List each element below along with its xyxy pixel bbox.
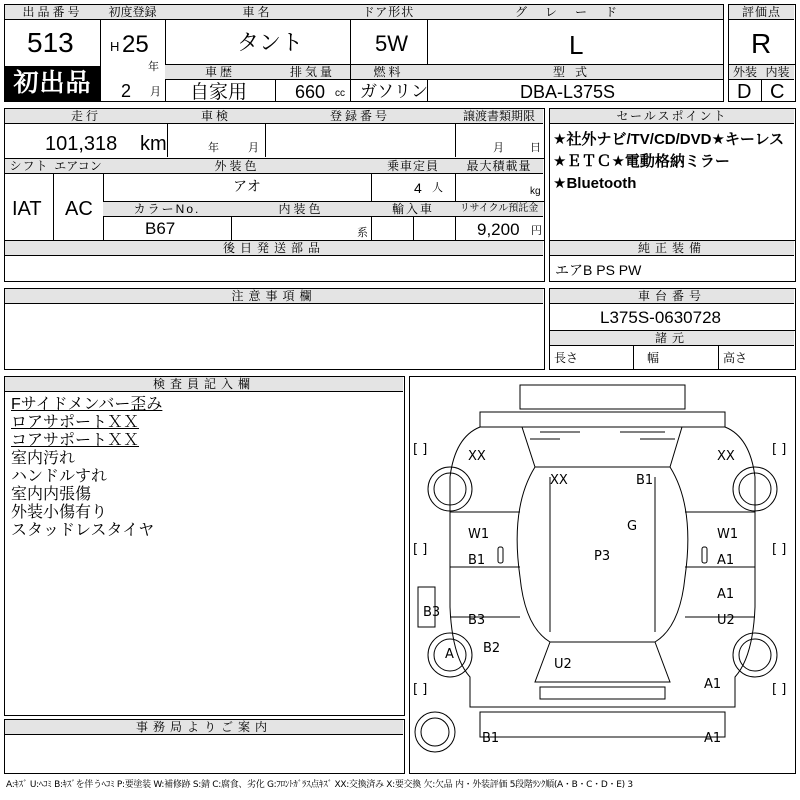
inspect-year-unit: 年	[208, 142, 219, 154]
reg-year: 25	[122, 31, 149, 58]
bracket-5: [ ]	[413, 682, 428, 697]
transfer-month-unit: 月	[493, 142, 504, 154]
bracket-6: [ ]	[772, 682, 787, 697]
load-label: 最大積載量	[455, 159, 543, 174]
shift: IAT	[12, 198, 42, 220]
shift-label: シフト	[5, 159, 53, 174]
grade: L	[569, 30, 584, 60]
seats: 4	[414, 180, 422, 196]
lot-label: 出品番号	[5, 5, 100, 20]
seats-unit: 人	[432, 182, 443, 194]
model-label: 型式	[427, 65, 723, 80]
notes-block	[4, 288, 545, 370]
width-label: 幅	[647, 351, 660, 365]
score: R	[751, 28, 772, 59]
inspect-month-unit: 月	[248, 142, 259, 154]
chassis-label: 車台番号	[550, 289, 794, 304]
header-block	[4, 4, 724, 102]
sales-label: セールスポイント	[550, 109, 794, 124]
legend: A:ｷｽﾞ U:ﾍｺﾐ B:ｷｽﾞを伴うﾍｺﾐ P:要塗装 W:補修跡 S:錆 C:腐食、劣化 G:ﾌﾛﾝﾄｶﾞﾗｽ点ｷｽﾞ XX:交換済み X:要交換 欠:欠品 内・外装評価 5段階ﾗﾝｸ順(A・B・C・D・E) 3	[6, 780, 633, 790]
equipment: エアB PS PW	[555, 262, 642, 278]
exterior-color: アオ	[233, 178, 261, 194]
inspector-line-4: 室内汚れ	[11, 450, 76, 467]
sales-points-block	[549, 108, 796, 242]
mark-door-rl: B3	[468, 613, 486, 628]
intcolor-label: 内装色	[231, 202, 371, 217]
mark-door-rr-2: U2	[717, 613, 735, 628]
inspector-label: 検査員記入欄	[5, 377, 403, 392]
name-label: 車名	[165, 5, 350, 20]
mark-bumper-rr: A1	[704, 731, 722, 746]
inspector-line-6: 室内内張傷	[11, 486, 92, 503]
inspector-block	[4, 376, 405, 716]
history: 自家用	[190, 82, 248, 103]
fuel-label: 燃料	[350, 65, 427, 80]
lot-number: 513	[27, 27, 74, 58]
sales-line-2: ★ＥＴＣ★電動格納ミラー	[553, 153, 730, 170]
mark-hood-right: B1	[636, 473, 654, 488]
mark-door-fl-2: B1	[468, 553, 486, 568]
reg-label: 初度登録	[100, 5, 165, 20]
bracket-1: [ ]	[413, 442, 428, 457]
plate-label: 登録番号	[265, 109, 455, 124]
ext-grade: D	[737, 81, 752, 103]
office-label: 事務局よりご案内	[5, 720, 403, 735]
color-number: B67	[145, 219, 176, 238]
inspector-line-7: 外装小傷有り	[11, 504, 108, 521]
height-label: 高さ	[723, 351, 748, 365]
transfer-day-unit: 日	[530, 142, 541, 154]
era: H	[110, 39, 120, 54]
recycle-label: リサイクル預託金	[455, 202, 543, 217]
reg-month: 2	[121, 81, 132, 101]
detail-block	[4, 108, 545, 242]
ac: AC	[65, 198, 93, 220]
mark-hood-left: XX	[550, 473, 568, 488]
disp-label: 排気量	[275, 65, 350, 80]
door-type: 5W	[375, 31, 408, 56]
inspector-line-1: Fサイドメンバー歪み	[11, 396, 163, 413]
mark-front-left: XX	[468, 449, 486, 464]
int-label: 内装	[761, 65, 794, 80]
inspector-line-8: スタッドレスタイヤ	[11, 522, 155, 539]
first-listing-badge: 初出品	[5, 66, 100, 101]
transfer-label: 譲渡書類期限	[455, 109, 543, 124]
mark-quarter-l: B2	[483, 641, 501, 656]
history-label: 車歴	[165, 65, 275, 80]
bracket-4: [ ]	[772, 542, 787, 557]
ac-label: エアコン	[54, 159, 102, 173]
intcolor-unit: 系	[357, 227, 368, 239]
car-outline	[410, 377, 794, 772]
bracket-3: [ ]	[413, 542, 428, 557]
sales-line-1: ★社外ナビ/TV/CD/DVD★キーレス	[553, 131, 785, 148]
seats-label: 乗車定員	[371, 159, 455, 174]
mark-glass: G	[627, 519, 638, 534]
mileage-unit: km	[140, 133, 167, 155]
door-label: ドア形状	[350, 5, 427, 20]
mileage: 101,318	[45, 133, 118, 155]
mark-door-fr: W1	[717, 527, 739, 542]
chassis-number: L375S-0630728	[600, 308, 722, 327]
mileage-label: 走行	[5, 109, 167, 124]
mark-bumper-rl: B1	[482, 731, 500, 746]
later-parts-label: 後日発送部品	[5, 241, 543, 256]
month-unit: 月	[150, 86, 161, 98]
recycle-unit: 円	[531, 225, 542, 237]
inspector-line-3: コアサポートＸＸ	[11, 432, 140, 449]
mark-door-fl: W1	[468, 527, 490, 542]
inspector-line-2: ロアサポートＸＸ	[11, 414, 140, 431]
inspect-label: 車検	[167, 109, 265, 124]
ext-label: 外装	[729, 65, 761, 80]
mark-rear: U2	[554, 657, 572, 672]
mark-wheel-rl: A	[445, 647, 454, 662]
load-unit: kg	[530, 186, 541, 197]
office-block	[4, 719, 405, 774]
equipment-block	[549, 240, 796, 282]
later-parts-block	[4, 240, 545, 282]
car-diagram	[409, 376, 796, 774]
mark-quarter-r: A1	[704, 677, 722, 692]
mark-door-rr: A1	[717, 587, 735, 602]
disp-unit: cc	[335, 88, 345, 99]
notes-label: 注意事項欄	[5, 289, 543, 304]
score-block	[728, 4, 796, 102]
chassis-block	[549, 288, 796, 370]
model-code: DBA-L375S	[520, 82, 616, 102]
mark-mirror: B3	[423, 605, 441, 620]
bracket-2: [ ]	[772, 442, 787, 457]
recycle-fee: 9,200	[477, 220, 520, 239]
mark-roof: P3	[594, 549, 611, 564]
score-label: 評価点	[729, 5, 794, 20]
inspector-line-5: ハンドルすれ	[11, 468, 108, 485]
mark-front-right: XX	[717, 449, 735, 464]
mark-door-fr-2: A1	[717, 553, 735, 568]
dims-label: 諸元	[550, 331, 794, 346]
grade-label: グレード	[427, 5, 723, 20]
fuel: ガソリン	[360, 82, 428, 101]
displacement: 660	[295, 82, 326, 102]
equip-label: 純正装備	[550, 241, 794, 256]
colorno-label: カラーNo.	[103, 202, 231, 217]
car-name: タント	[237, 30, 304, 55]
length-label: 長さ	[554, 351, 579, 365]
color-label: 外装色	[103, 159, 371, 174]
year-unit: 年	[148, 61, 159, 73]
int-grade: C	[770, 81, 785, 103]
sales-line-3: ★Bluetooth	[553, 175, 637, 192]
import-label: 輸入車	[371, 202, 455, 217]
